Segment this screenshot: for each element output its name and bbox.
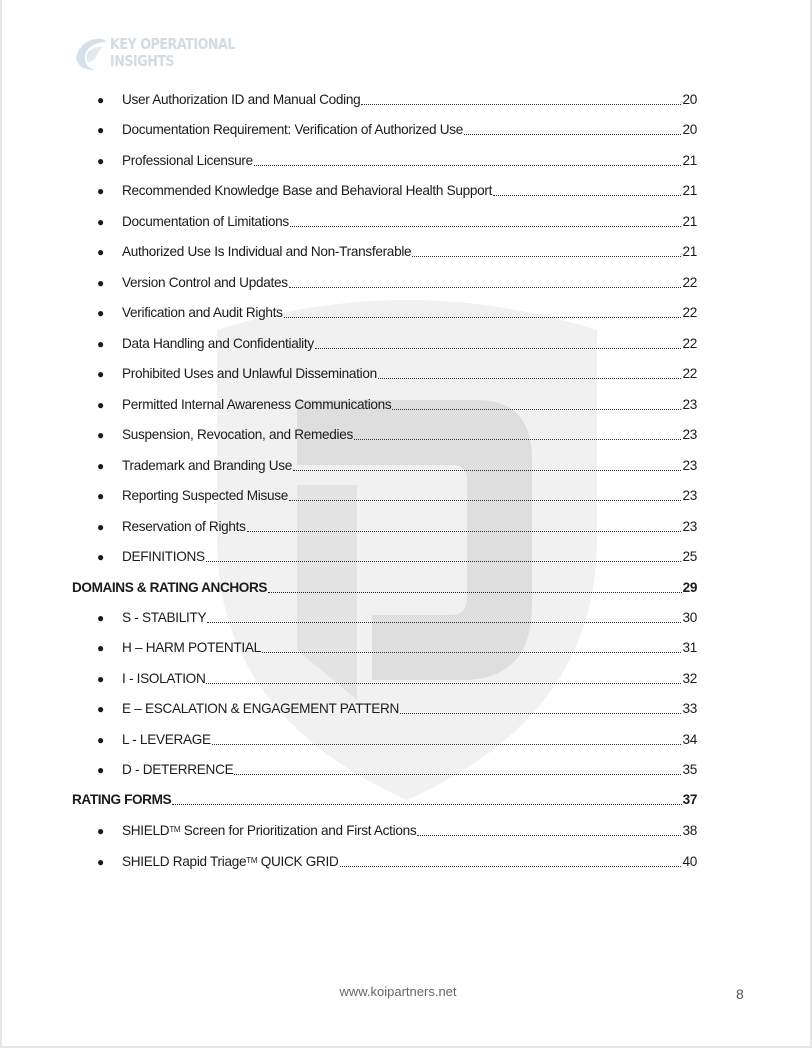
dot-leader [493, 194, 681, 196]
toc-entry[interactable] [97, 241, 697, 261]
bullet-icon: ● [97, 337, 104, 351]
toc-entry-title: User Authorization ID and Manual Coding [122, 92, 361, 107]
toc-entry-title: Documentation of Limitations [122, 214, 289, 229]
bullet-icon: ● [97, 855, 104, 869]
toc-entry-page: 29 [682, 580, 697, 595]
dot-leader [262, 651, 682, 653]
toc-entry-title: SHIELD™ Screen for Prioritization and First Actions [122, 823, 417, 838]
toc-entry[interactable] [97, 729, 697, 749]
toc-entry-title: DEFINITIONS [122, 549, 205, 564]
toc-entry[interactable] [97, 820, 697, 840]
dot-leader [284, 316, 682, 318]
toc-entry-title: SHIELD Rapid Triage™ QUICK GRID [122, 854, 339, 869]
toc-entry[interactable] [97, 546, 697, 566]
dot-leader [315, 347, 682, 349]
toc-entry-title: Reporting Suspected Misuse [122, 488, 288, 503]
bullet-icon: ● [97, 550, 104, 564]
toc-entry-page: 40 [682, 854, 697, 869]
toc-entry-title: I - ISOLATION [122, 671, 206, 686]
toc-entry-page: 23 [682, 519, 697, 534]
toc-entry-title: Trademark and Branding Use [122, 458, 293, 473]
dot-leader [290, 225, 682, 227]
toc-entry[interactable] [97, 424, 697, 444]
toc-entry-title: Permitted Internal Awareness Communications [122, 397, 392, 412]
dot-leader [172, 803, 682, 805]
dot-leader [254, 164, 682, 166]
toc-entry[interactable] [97, 333, 697, 353]
toc-entry-page: 25 [682, 549, 697, 564]
toc-entry-page: 33 [682, 701, 697, 716]
toc-entry[interactable] [97, 180, 697, 200]
bullet-icon: ● [97, 398, 104, 412]
toc-entry-page: 20 [682, 122, 697, 137]
trademark-mark: TM [246, 856, 258, 865]
toc-entry[interactable] [97, 211, 697, 231]
toc-entry-title: H – HARM POTENTIAL [122, 640, 261, 655]
bullet-icon: ● [97, 611, 104, 625]
toc-entry[interactable] [97, 516, 697, 536]
bullet-icon: ● [97, 215, 104, 229]
dot-leader [361, 103, 681, 105]
toc-entry-page: 30 [682, 610, 697, 625]
bullet-icon: ● [97, 702, 104, 716]
toc-entry[interactable] [97, 637, 697, 657]
toc-entry-page: 22 [682, 366, 697, 381]
toc-entry-page: 23 [682, 488, 697, 503]
toc-entry-page: 20 [682, 92, 697, 107]
toc-entry[interactable] [97, 485, 697, 505]
toc-entry-title: E – ESCALATION & ENGAGEMENT PATTERN [122, 701, 400, 716]
toc-entry-title: Verification and Audit Rights [122, 305, 283, 320]
toc-entry[interactable] [97, 363, 697, 383]
document-page [2, 0, 810, 1046]
toc-entry-page: 23 [682, 458, 697, 473]
logo-line-2: INSIGHTS [110, 52, 175, 70]
toc-entry-title: S - STABILITY [122, 610, 207, 625]
bullet-icon: ● [97, 93, 104, 107]
toc-entry[interactable] [97, 455, 697, 475]
bullet-icon: ● [97, 641, 104, 655]
toc-entry-title: Authorized Use Is Individual and Non-Transferable [122, 244, 412, 259]
toc-entry-title: L - LEVERAGE [122, 732, 211, 747]
toc-entry[interactable] [97, 302, 697, 322]
toc-entry[interactable] [72, 577, 697, 597]
dot-leader [289, 499, 681, 501]
dot-leader [212, 743, 682, 745]
table-of-contents [2, 0, 810, 880]
toc-entry[interactable] [97, 698, 697, 718]
bullet-icon: ● [97, 367, 104, 381]
bullet-icon: ● [97, 245, 104, 259]
toc-entry-title: Prohibited Uses and Unlawful Dissemination [122, 366, 377, 381]
bullet-icon: ● [97, 489, 104, 503]
bullet-icon: ● [97, 306, 104, 320]
dot-leader [354, 438, 681, 440]
bullet-icon: ● [97, 428, 104, 442]
toc-entry[interactable] [97, 607, 697, 627]
bullet-icon: ● [97, 276, 104, 290]
toc-entry-title: RATING FORMS [72, 792, 172, 807]
bullet-icon: ● [97, 763, 104, 777]
toc-entry-page: 31 [682, 640, 697, 655]
bullet-icon: ● [97, 672, 104, 686]
toc-entry-page: 22 [682, 305, 697, 320]
page-number: 8 [736, 986, 744, 1002]
bullet-icon: ● [97, 459, 104, 473]
dot-leader [400, 712, 681, 714]
toc-entry-title: D - DETERRENCE [122, 762, 234, 777]
toc-entry-page: 22 [682, 275, 697, 290]
toc-entry-title: Data Handling and Confidentiality [122, 336, 314, 351]
toc-entry[interactable] [97, 668, 697, 688]
logo-line-1: KEY OPERATIONAL [110, 35, 235, 53]
dot-leader [206, 560, 682, 562]
dot-leader [234, 773, 681, 775]
bullet-icon: ● [97, 154, 104, 168]
toc-entry-page: 23 [682, 397, 697, 412]
toc-entry-page: 32 [682, 671, 697, 686]
toc-entry[interactable] [97, 759, 697, 779]
footer-website[interactable]: www.koipartners.net [339, 984, 457, 999]
bullet-icon: ● [97, 184, 104, 198]
toc-entry-title: Professional Licensure [122, 153, 253, 168]
toc-entry[interactable] [97, 119, 697, 139]
dot-leader [207, 621, 681, 623]
dot-leader [293, 469, 681, 471]
dot-leader [340, 865, 682, 867]
toc-entry[interactable] [97, 150, 697, 170]
toc-entry-title: Recommended Knowledge Base and Behavioral Health Support [122, 183, 493, 198]
bullet-icon: ● [97, 520, 104, 534]
toc-entry[interactable] [97, 851, 697, 871]
dot-leader [392, 408, 681, 410]
toc-entry-page: 23 [682, 427, 697, 442]
toc-entry-title: Suspension, Revocation, and Remedies [122, 427, 354, 442]
toc-entry[interactable] [97, 272, 697, 292]
dot-leader [247, 530, 682, 532]
toc-entry-page: 37 [682, 792, 697, 807]
dot-leader [268, 591, 682, 593]
toc-entry-page: 21 [682, 183, 697, 198]
dot-leader [289, 286, 682, 288]
toc-entry-page: 22 [682, 336, 697, 351]
toc-entry-page: 21 [682, 244, 697, 259]
toc-entry[interactable] [72, 789, 697, 809]
toc-entry-page: 21 [682, 214, 697, 229]
toc-entry-title: Reservation of Rights [122, 519, 246, 534]
dot-leader [412, 255, 681, 257]
dot-leader [206, 682, 681, 684]
toc-entry-title: Documentation Requirement: Verification of Authorized Use [122, 122, 464, 137]
bullet-icon: ● [97, 123, 104, 137]
bullet-icon: ● [97, 824, 104, 838]
trademark-mark: TM [169, 825, 181, 834]
bullet-icon: ● [97, 733, 104, 747]
toc-entry-page: 34 [682, 732, 697, 747]
toc-entry-page: 38 [682, 823, 697, 838]
dot-leader [378, 377, 682, 379]
toc-entry-page: 21 [682, 153, 697, 168]
toc-entry[interactable] [97, 89, 697, 109]
toc-entry-title: DOMAINS & RATING ANCHORS [72, 580, 268, 595]
toc-entry-page: 35 [682, 762, 697, 777]
dot-leader [417, 834, 681, 836]
toc-entry-title: Version Control and Updates [122, 275, 288, 290]
toc-entry[interactable] [97, 394, 697, 414]
dot-leader [464, 133, 681, 135]
